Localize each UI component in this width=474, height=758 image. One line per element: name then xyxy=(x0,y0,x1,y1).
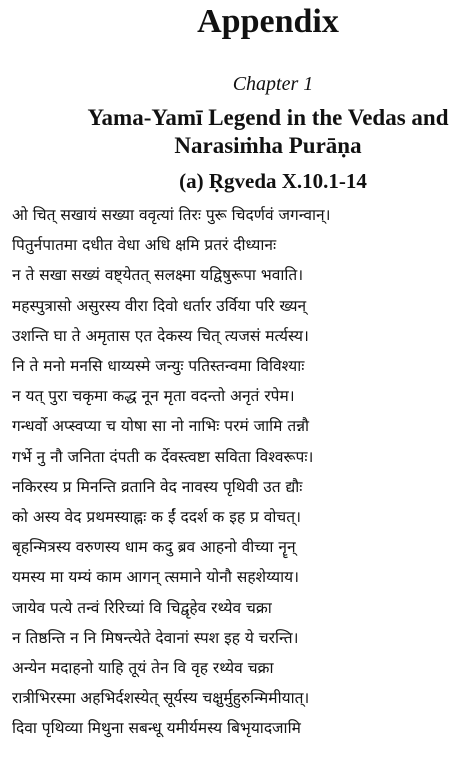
verse-line-4: महस्पुत्रासो असुरस्य वीरा दिवो धर्तार उर्विया परि ख्यन् xyxy=(12,296,307,315)
verse-line-10: नकिरस्य प्र मिनन्ति व्रतानि वेद नावस्य पृथिवी उत द्यौः xyxy=(12,477,303,496)
chapter-heading-line-2: Narasiṁha Purāṇa xyxy=(174,133,362,158)
verse-line-11: को अस्य वेद प्रथमस्याह्नः क ईं ददर्श क इह प्र वोचत्। xyxy=(12,508,301,527)
verse-line-16: अन्येन मदाहनो याहि तूयं तेन वि वृह रथ्येव चक्रा xyxy=(12,659,274,678)
verse-line-8: गन्धर्वो अप्स्वप्या च योषा सा नो नाभिः परमं जामि तन्नौ xyxy=(12,417,310,436)
section-subheading: (a) Ṛgveda X.10.1-14 xyxy=(179,169,367,193)
verse-line-18: दिवा पृथिव्या मिथुना सबन्धू यमीर्यमस्य बिभृयादजामि xyxy=(12,719,301,738)
verse-line-12: बृहन्मित्रस्य वरुणस्य धाम कदु ब्रव आहनो वीच्या नॄन् xyxy=(12,538,296,557)
verse-line-9: गर्भे नु नौ जनिता दंपती क र्देवस्त्वष्टा सविता विश्वरूपः। xyxy=(12,447,314,466)
verse-line-2: पितुर्नपातमा दधीत वेधा अधि क्षमि प्रतरं दीध्यानः xyxy=(12,236,277,255)
verse-line-3: न ते सखा सख्यं वष्ट्येतत् सलक्ष्मा यद्विषुरूपा भवाति। xyxy=(12,266,304,285)
verse-line-13: यमस्य मा यम्यं काम आगन् त्समाने योनौ सहशेय्याय। xyxy=(12,568,300,587)
appendix-title: Appendix xyxy=(197,3,339,40)
verse-line-6: नि ते मनो मनसि धाय्यस्मे जन्युः पतिस्तन्वमा विविश्याः xyxy=(12,357,305,376)
verse-block xyxy=(12,200,464,744)
chapter-heading-line-1: Yama-Yamī Legend in the Vedas and xyxy=(87,105,449,130)
verse-line-15: न तिष्ठन्ति न नि मिषन्त्येते देवानां स्पश इह ये चरन्ति। xyxy=(12,628,299,647)
verse-line-1: ओ चित् सखायं सख्या ववृत्यां तिरः पुरू चिदर्णवं जगन्वान्। xyxy=(12,206,331,224)
verse-line-14: जायेव पत्ये तन्वं रिरिच्यां वि चिद्वृहेव रथ्येव चक्रा xyxy=(12,598,272,617)
verse-line-5: उशन्ति घा ते अमृतास एत देकस्य चित् त्यजसं मर्त्यस्य। xyxy=(12,326,309,345)
verse-line-7: न यत् पुरा चकृमा कद्ध नून मृता वदन्तो अनृतं रपेम। xyxy=(12,387,295,406)
verse-line-17: रात्रीभिरस्मा अहभिर्दशस्येत् सूर्यस्य चक्षुर्मुहुरुन्मिमीयात्। xyxy=(12,689,310,708)
chapter-label: Chapter 1 xyxy=(232,73,314,95)
